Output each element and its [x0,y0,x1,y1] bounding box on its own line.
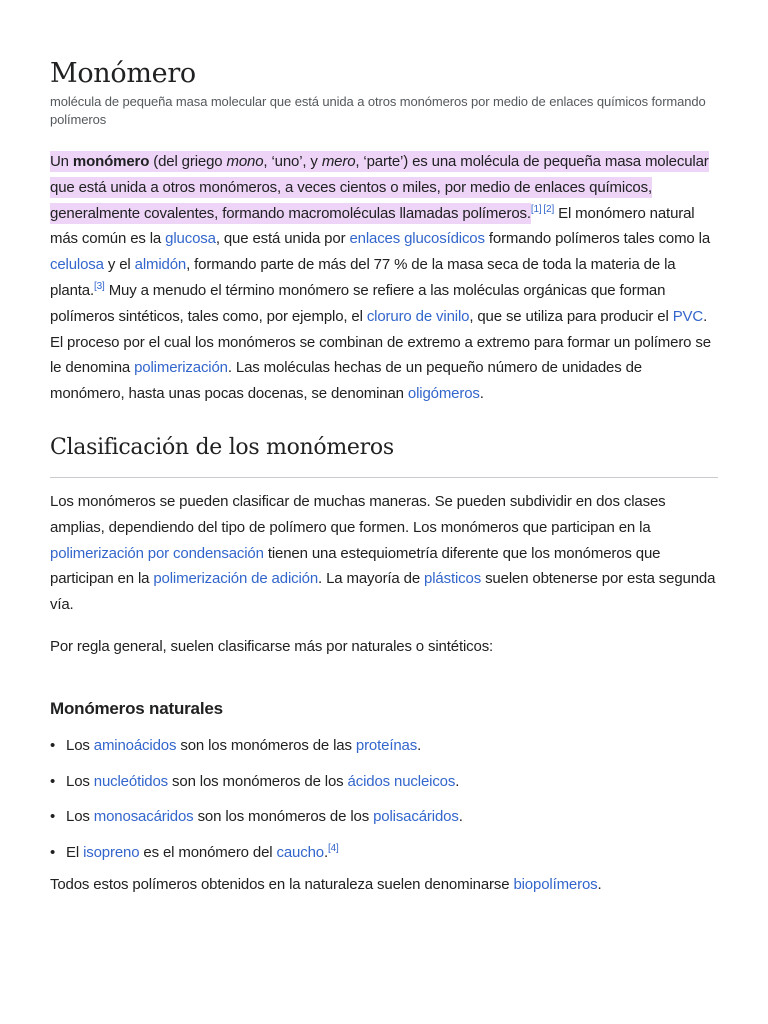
item-text: Los [66,736,94,754]
item-text: son los monómeros de las [176,736,356,754]
link-cloruro-de-vinilo[interactable]: cloruro de vinilo [366,307,470,325]
link-enlaces-glucosidicos[interactable]: enlaces glucosídicos [349,230,485,248]
link-polimerizacion-adicion[interactable]: polimerización de adición [153,570,319,588]
reference-link[interactable]: [4] [328,843,339,855]
closing-paragraph [50,872,718,898]
lead-text: formando polímeros tales como la [484,230,711,248]
lead-text: . Las moléculas hechas de un pequeño número de unidades de monómero, hasta unas pocas docenas, se denominan [50,359,642,403]
paragraph-text: tienen una estequiometría diferente que los monómeros que participan en la [50,544,661,588]
lead-text: y el [103,256,135,274]
item-text: son los monómeros de los [193,808,374,826]
link-acidos-nucleicos[interactable]: ácidos nucleicos [347,772,456,790]
link-proteinas[interactable]: proteínas [355,736,418,754]
link-nucleotidos[interactable]: nucleótidos [93,772,169,790]
reference-link[interactable]: [1] [530,203,542,215]
link-isopreno[interactable]: isopreno [83,844,140,862]
item-text: . [417,736,422,754]
classification-note: Por regla general, suelen clasificarse más por naturales o sintéticos: [50,637,494,655]
link-monosacaridos[interactable]: monosacáridos [93,808,194,826]
link-celulosa[interactable]: celulosa [50,256,104,274]
lead-text: , ‘uno’, y [263,153,322,170]
paragraph-text: . La mayoría de [318,570,425,588]
naturales-list [50,733,718,866]
item-text: . [323,844,328,862]
subsection-heading-naturales: Monómeros naturales [50,698,223,718]
reference-3[interactable] [94,281,105,292]
reference-1[interactable] [531,204,542,215]
item-text: . [458,808,463,826]
list-item [50,733,718,759]
reference-4[interactable] [328,843,339,854]
list-item [50,840,718,866]
reference-link[interactable]: [2] [543,203,555,215]
link-aminoacidos[interactable]: aminoácidos [93,736,177,754]
item-text: . [455,772,460,790]
lead-text: . [479,385,484,403]
list-item [50,804,718,830]
paragraph-text: suelen obtenerse por esta segunda vía. [50,570,716,614]
lead-text: , ‘parte’) es una molécula de pequeña masa molecular que está unida a otros monómeros, a veces cientos o miles, por medio de enlaces químicos, generalmente covalentes, formando macromoléculas llamadas polímeros. [50,153,709,222]
reference-link[interactable]: [3] [94,280,105,292]
lead-text: , que está unida por [215,230,350,248]
lead-text: Muy a menudo el término monómero se refiere a las moléculas orgánicas que forman polímeros sintéticos, tales como, por ejemplo, el [50,281,666,325]
term-mero: mero [321,153,356,170]
lead-text: , formando parte de más del 77 % de la masa seca de toda la materia de la planta. [50,256,676,299]
lead-text: Un [50,153,73,170]
bullet-icon: • [50,844,56,862]
bullet-icon: • [50,808,56,826]
paragraph-text: Los monómeros se pueden clasificar de muchas maneras. Se pueden subdividir en dos clases amplias, dependiendo del tipo de polímero que formen. Los monómeros que participan en la [50,492,666,536]
link-glucosa[interactable]: glucosa [165,230,216,248]
classification-paragraph [50,489,718,618]
list-item [50,769,718,795]
lead-text: , que se utiliza para producir el [469,307,673,325]
reference-2[interactable] [542,204,555,215]
page-subtitle: molécula de pequeña masa molecular que está unida a otros monómeros por medio de enlaces químicos formando polímeros [50,94,706,127]
bullet-icon: • [50,772,56,790]
link-oligomeros[interactable]: oligómeros [407,385,480,403]
item-text: Los [66,808,94,826]
term-bold: monómero [72,153,150,170]
item-text: El [66,844,84,862]
paragraph-text: . [597,875,602,893]
item-text: Los [66,772,94,790]
link-pvc[interactable]: PVC [672,307,704,325]
link-polisacaridos[interactable]: polisacáridos [373,808,459,826]
lead-text: (del griego [149,153,227,170]
link-biopolimeros[interactable]: biopolímeros [513,875,598,893]
section-heading-clasificacion: Clasificación de los monómeros [50,433,718,478]
link-polimerizacion-condensacion[interactable]: polimerización por condensación [50,544,264,562]
bullet-icon: • [50,736,56,754]
paragraph-text: Todos estos polímeros obtenidos en la naturaleza suelen denominarse [50,875,514,893]
page-title: Monómero [50,58,196,89]
link-polimerizacion[interactable]: polimerización [134,359,228,377]
lead-text: . El proceso por el cual los monómeros se combinan de extremo a extremo para formar un polímero se le denomina [50,307,711,377]
link-caucho[interactable]: caucho [276,844,324,862]
lead-paragraph [50,149,718,407]
item-text: son los monómeros de los [168,772,348,790]
term-mono: mono [226,153,264,170]
link-plasticos[interactable]: plásticos [424,570,482,588]
lead-text: El monómero natural más común es la [50,204,695,248]
item-text: es el monómero del [139,844,277,862]
link-almidon[interactable]: almidón [134,256,187,274]
